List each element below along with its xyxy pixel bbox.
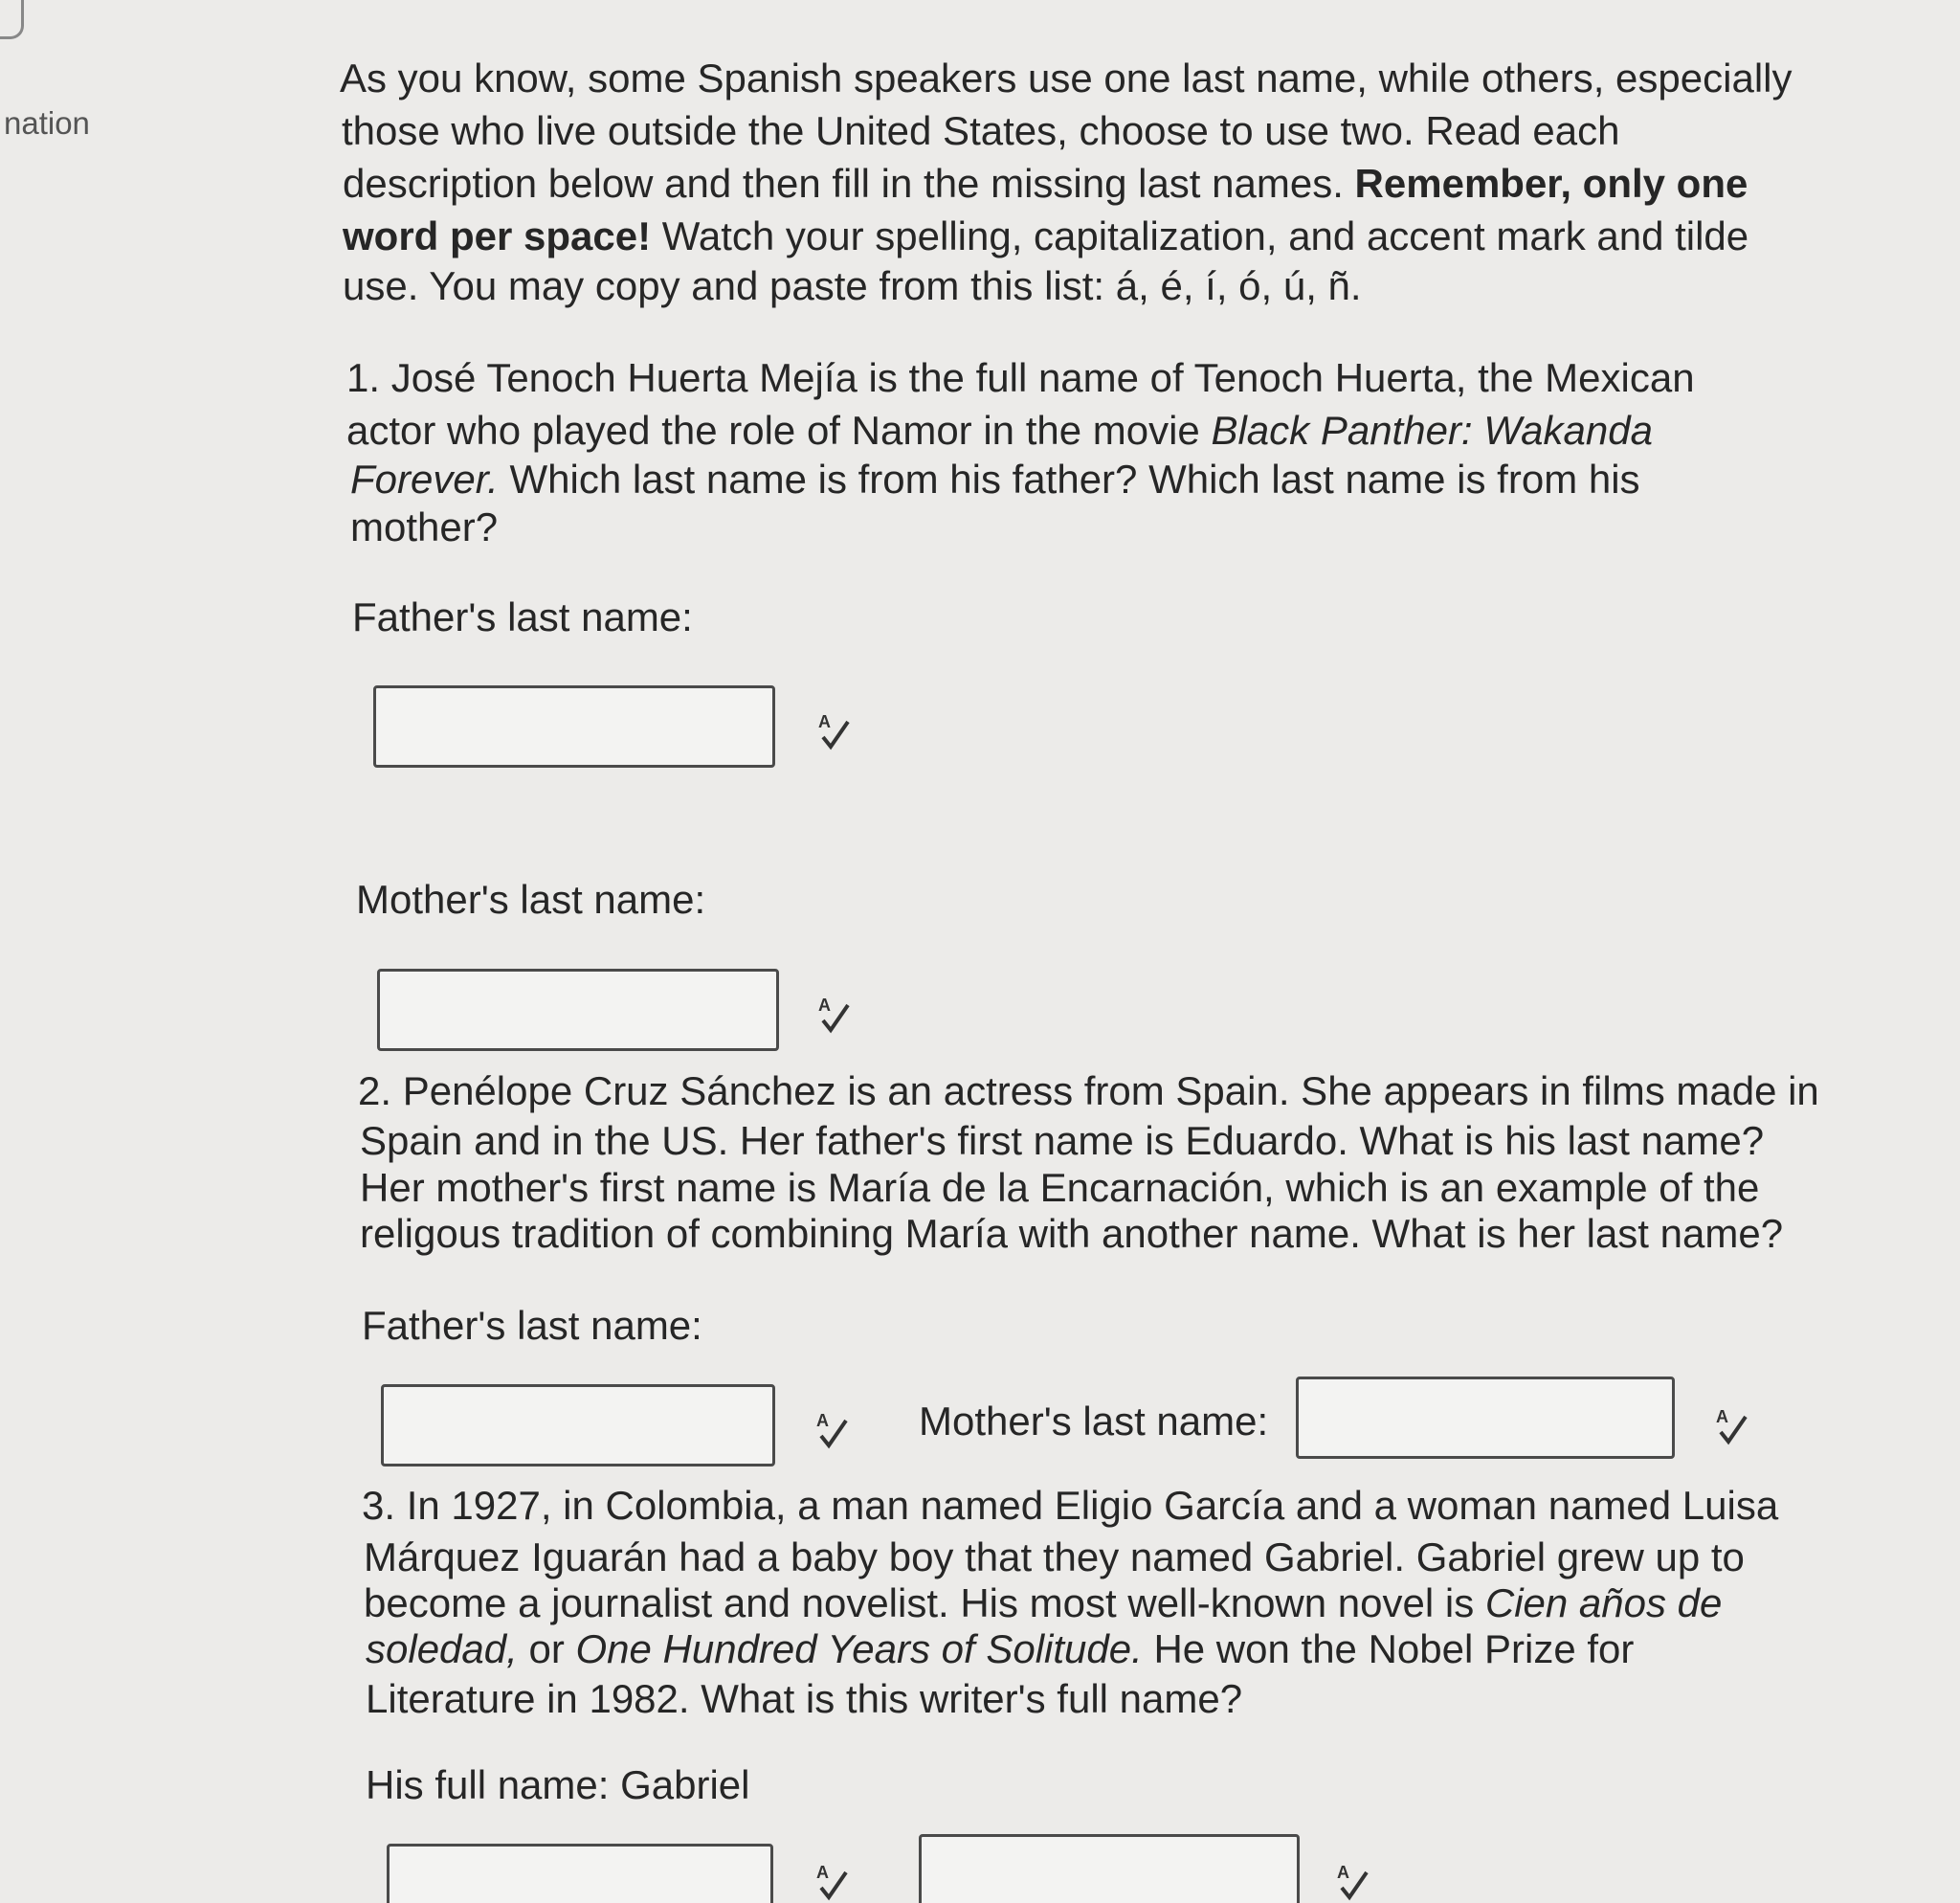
corner-bracket <box>0 0 24 39</box>
svg-text:A: A <box>816 1863 829 1882</box>
q2-mother-label: Mother's last name: <box>919 1399 1269 1444</box>
instructions-text: Watch your spelling, capitalization, and accent mark and tilde <box>651 213 1749 258</box>
q3-line-4 <box>366 1623 1634 1675</box>
spell-check-icon[interactable] <box>1713 1403 1751 1447</box>
q3-line-2: Márquez Iguarán had a baby boy that they named Gabriel. Gabriel grew up to <box>364 1534 1745 1579</box>
q2-line-2: Spain and in the US. Her father's first name is Eduardo. What is his last name? <box>360 1118 1765 1163</box>
q1-text: Which last name is from his father? Which last name is from his <box>498 457 1640 502</box>
q1-text: actor who played the role of Namor in the movie <box>346 408 1212 453</box>
instructions-line-5: use. You may copy and paste from this list: á, é, í, ó, ú, ñ. <box>343 263 1362 308</box>
q1-father-label: Father's last name: <box>352 594 693 639</box>
spell-check-icon[interactable] <box>815 708 854 752</box>
q1-mother-input[interactable] <box>377 969 779 1051</box>
q2-line-1: 2. Penélope Cruz Sánchez is an actress from Spain. She appears in films made in <box>358 1068 1819 1113</box>
q3-name-input-1[interactable] <box>387 1844 773 1903</box>
q3-line-5: Literature in 1982. What is this writer's full name? <box>366 1676 1243 1721</box>
svg-text:A: A <box>818 996 831 1015</box>
instructions-line-1: As you know, some Spanish speakers use one last name, while others, especially <box>340 56 1793 101</box>
instructions-line-3 <box>343 158 1748 210</box>
svg-text:A: A <box>1716 1407 1728 1426</box>
q2-line-3: Her mother's first name is María de la Encarnación, which is an example of the <box>360 1165 1760 1210</box>
q2-father-input[interactable] <box>381 1384 775 1466</box>
spell-check-icon[interactable] <box>813 1859 852 1903</box>
movie-title: Black Panther: Wakanda <box>1211 408 1653 453</box>
spell-check-icon[interactable] <box>813 1407 852 1451</box>
instructions-line-4 <box>343 211 1748 262</box>
q1-line-4: mother? <box>350 504 499 549</box>
q3-full-name-label: His full name: Gabriel <box>366 1762 750 1807</box>
q3-line-1: 3. In 1927, in Colombia, a man named Eligio García and a woman named Luisa <box>362 1483 1779 1528</box>
svg-text:A: A <box>1337 1863 1349 1882</box>
novel-title-english: One Hundred Years of Solitude. <box>575 1626 1143 1671</box>
svg-text:A: A <box>818 712 831 731</box>
q3-text: become a journalist and novelist. His most well-known novel is <box>364 1580 1485 1625</box>
novel-title: soledad, <box>366 1626 518 1671</box>
q3-text: He won the Nobel Prize for <box>1142 1626 1635 1671</box>
q3-line-3 <box>364 1578 1722 1629</box>
q3-text: or <box>517 1626 576 1671</box>
q1-father-input[interactable] <box>373 685 775 768</box>
novel-title: Cien años de <box>1484 1580 1723 1625</box>
instructions-line-2: those who live outside the United States, choose to use two. Read each <box>342 108 1620 153</box>
movie-title: Forever. <box>350 457 499 502</box>
q1-line-2 <box>346 405 1653 457</box>
instructions-text: description below and then fill in the missing last names. <box>343 161 1355 206</box>
sidebar-partial-label[interactable]: nation <box>4 105 90 141</box>
spell-check-icon[interactable] <box>815 992 854 1036</box>
q1-mother-label: Mother's last name: <box>356 877 706 922</box>
q2-line-4: religous tradition of combining María with another name. What is her last name? <box>360 1211 1784 1256</box>
q1-line-1: 1. José Tenoch Huerta Mejía is the full name of Tenoch Huerta, the Mexican <box>346 355 1695 400</box>
q1-line-3 <box>350 454 1640 505</box>
spell-check-icon[interactable] <box>1334 1859 1372 1903</box>
q2-father-label: Father's last name: <box>362 1303 702 1348</box>
q2-mother-input[interactable] <box>1296 1377 1675 1459</box>
q3-name-input-2[interactable] <box>919 1834 1300 1903</box>
svg-text:A: A <box>816 1411 829 1430</box>
instructions-emphasis: word per space! <box>343 213 652 258</box>
instructions-emphasis: Remember, only one <box>1354 161 1748 206</box>
